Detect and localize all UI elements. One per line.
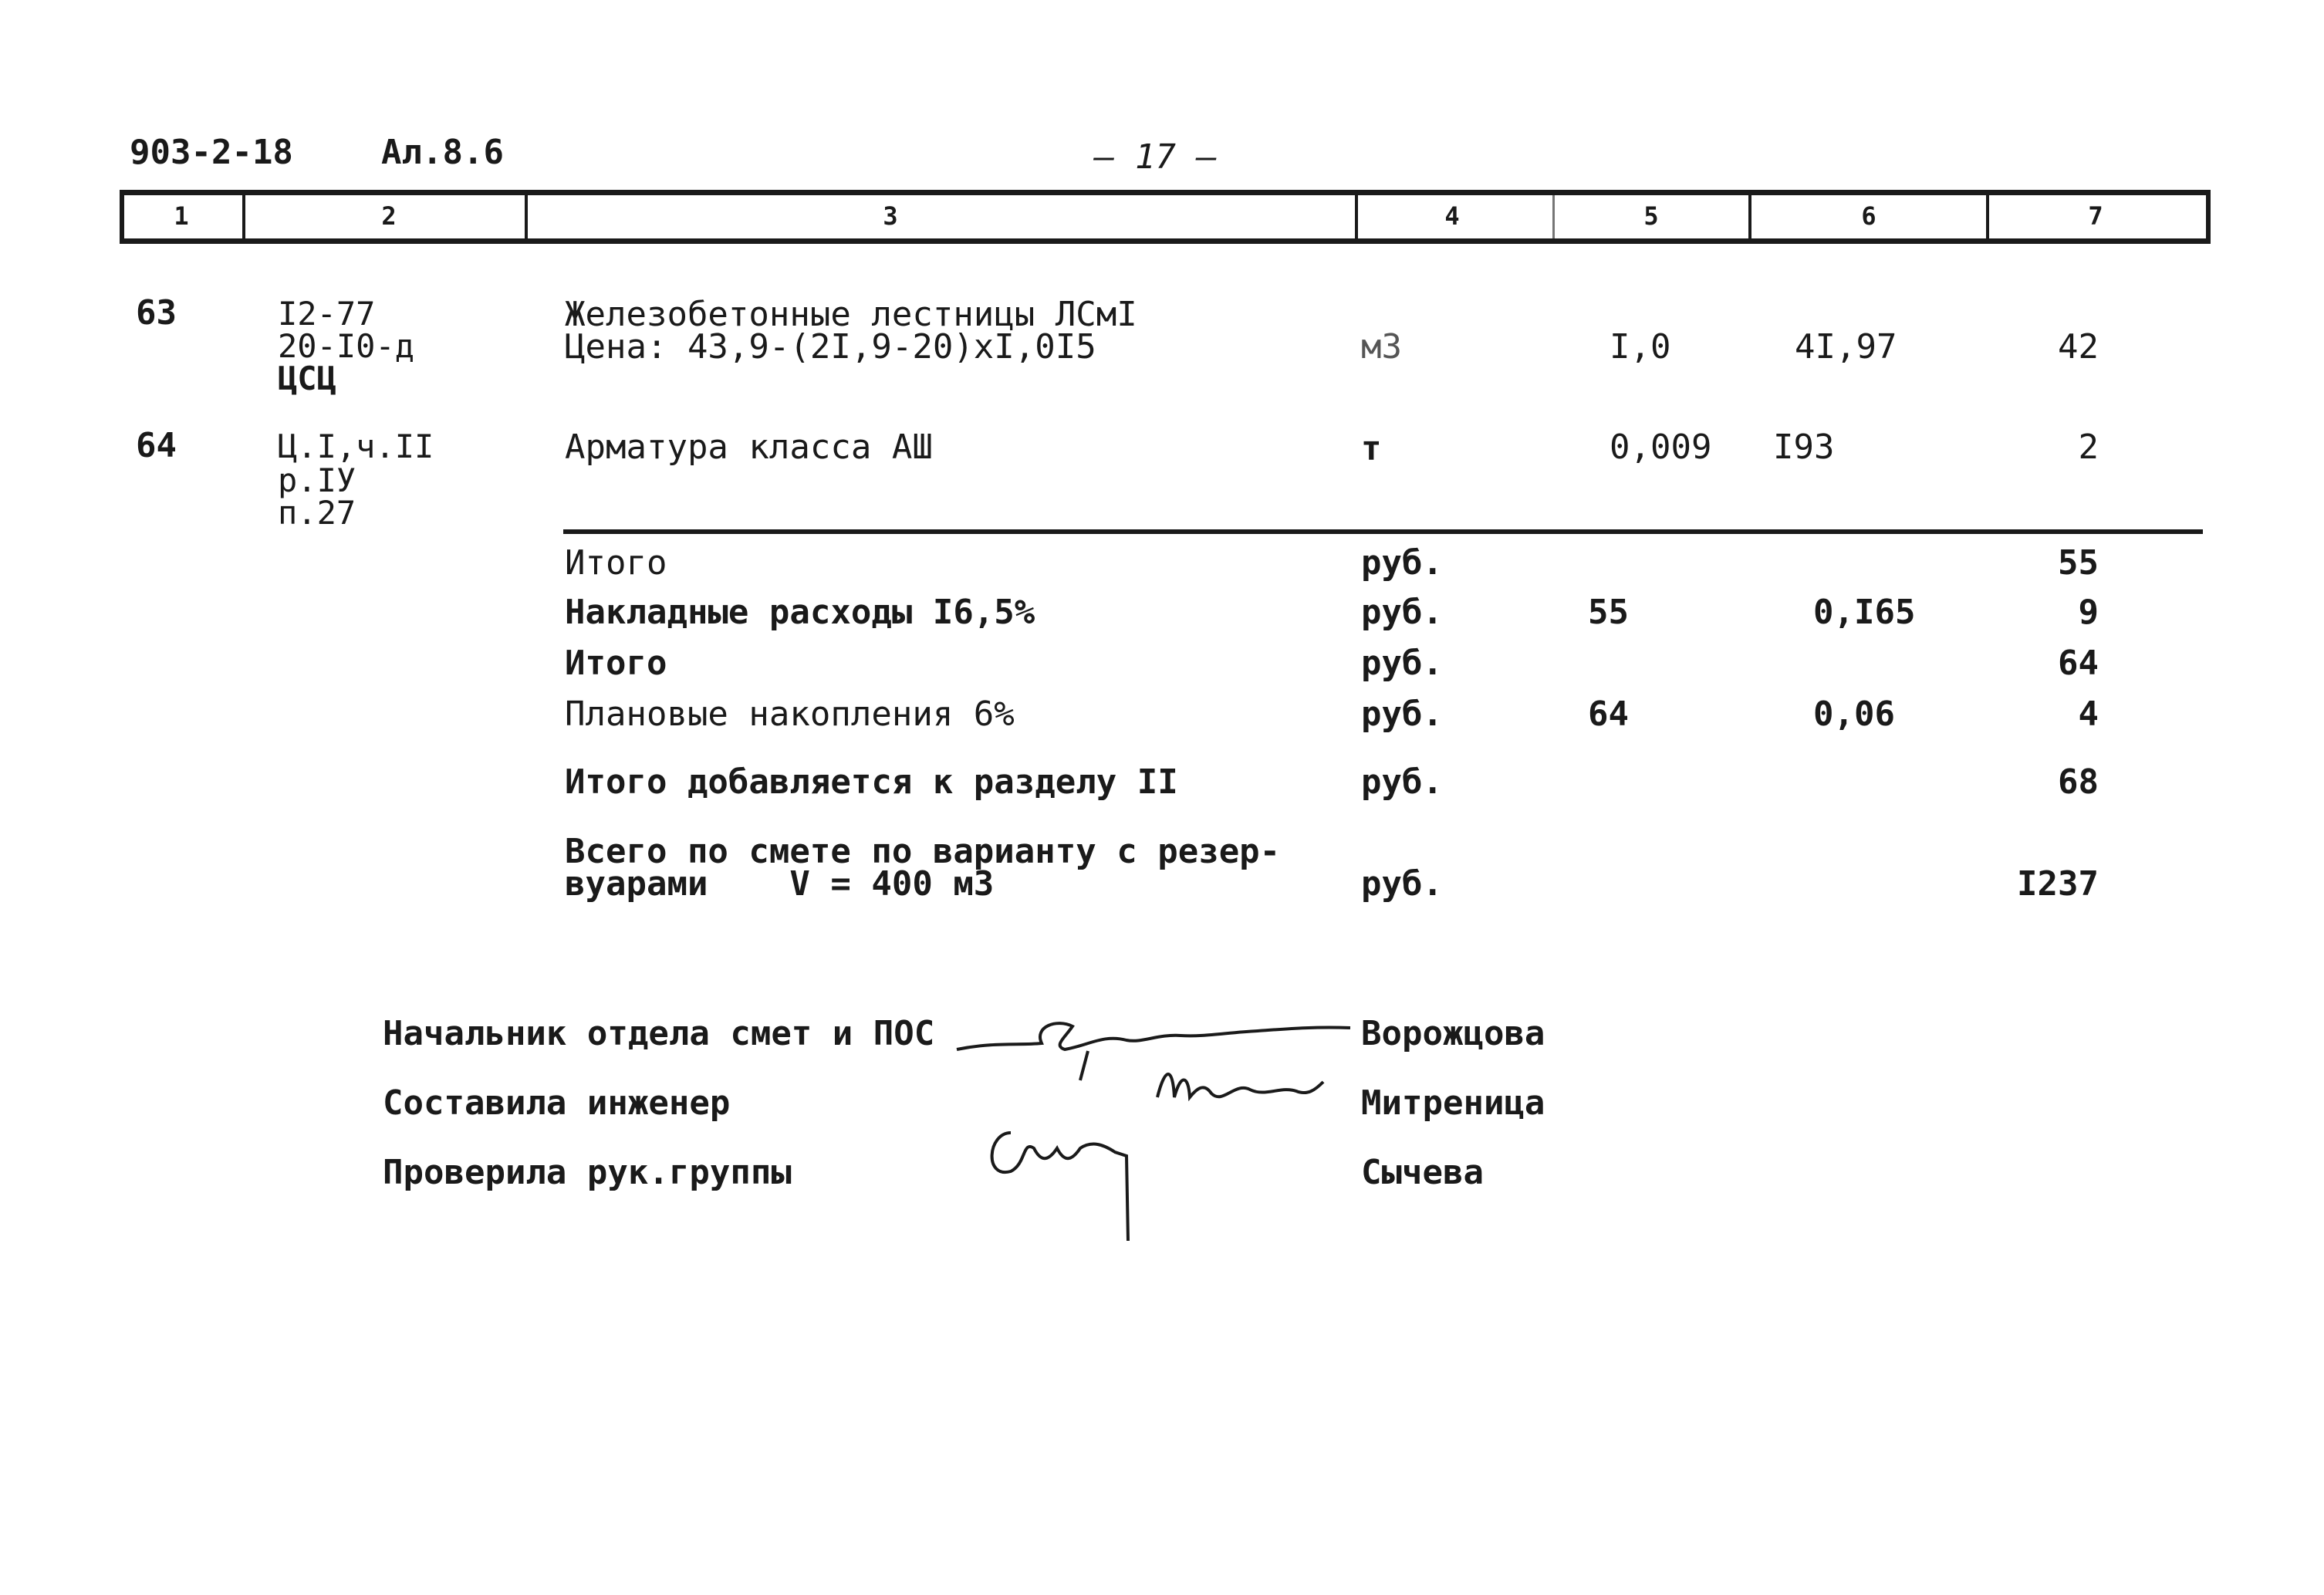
column-number: 6	[1861, 201, 1876, 231]
rate-code-line: ЦСЦ	[278, 360, 336, 397]
signature-name: Ворожцова	[1361, 1014, 1545, 1053]
column-divider	[242, 190, 245, 244]
item-quantity: I,0	[1610, 327, 1671, 367]
column-number: 5	[1643, 201, 1659, 231]
summary-unit: руб.	[1361, 593, 1443, 632]
column-number: 7	[2088, 201, 2103, 231]
grand-total-unit: руб.	[1361, 864, 1443, 904]
summary-unit: руб.	[1361, 762, 1443, 802]
summary-label: Итого добавляется к разделу II	[565, 762, 1178, 802]
column-number: 2	[381, 201, 397, 231]
rate-code-line: р.IУ	[278, 461, 356, 499]
item-unit: т	[1361, 429, 1382, 468]
column-divider	[1986, 190, 1989, 244]
rate-code-line: 20-I0-д	[278, 327, 415, 365]
row-number: 64	[136, 426, 177, 465]
item-unit-price: I93	[1773, 427, 1835, 467]
summary-total: 68	[2058, 762, 2099, 802]
signature-name: Митреница	[1361, 1083, 1545, 1123]
row-number: 63	[136, 293, 177, 333]
rate-code-line: п.27	[278, 494, 356, 532]
signature-role: Составила инженер	[383, 1083, 731, 1123]
total-divider-line	[563, 529, 2203, 534]
item-total: 42	[2058, 327, 2099, 367]
handwritten-signature	[1150, 1059, 1335, 1120]
summary-label: Итого	[565, 543, 667, 583]
signature-name: Сычева	[1361, 1153, 1484, 1192]
signature-role: Проверила рук.группы	[383, 1153, 792, 1192]
rate-code-line: I2-77	[278, 295, 376, 333]
item-description: Цена: 43,9-(2I,9-20)xI,0I5	[565, 327, 1096, 367]
summary-total: 55	[2058, 543, 2099, 583]
summary-total: 64	[2058, 644, 2099, 683]
item-description: Железобетонные лестницы ЛСмI	[565, 295, 1137, 334]
signature-role: Начальник отдела смет и ПОС	[383, 1014, 935, 1053]
summary-unit: руб.	[1361, 543, 1443, 583]
summary-unit: руб.	[1361, 644, 1443, 683]
item-description: Арматура класса АШ	[565, 427, 933, 467]
column-number: 4	[1444, 201, 1460, 231]
summary-label: Плановые накопления 6%	[565, 694, 1015, 734]
grand-total-label: вуарами V = 400 м3	[565, 864, 995, 904]
page-number: — 17 —	[1094, 137, 1217, 177]
summary-label: Итого	[565, 644, 667, 683]
item-quantity: 0,009	[1610, 427, 1712, 467]
column-divider	[525, 190, 528, 244]
grand-total-label: Всего по смете по варианту с резер-	[565, 832, 1281, 871]
summary-unit: руб.	[1361, 694, 1443, 734]
item-total: 2	[2078, 427, 2099, 467]
column-divider	[1552, 190, 1555, 244]
summary-rate: 0,06	[1813, 694, 1895, 734]
column-number: 1	[174, 201, 189, 231]
item-unit-price: 4I,97	[1795, 327, 1897, 367]
column-divider	[1748, 190, 1751, 244]
album-number: Ал.8.6	[381, 133, 504, 172]
document-code: 903-2-18	[130, 133, 293, 172]
summary-total: 4	[2078, 694, 2099, 734]
rate-code-line: Ц.I,ч.II	[278, 427, 434, 465]
summary-base: 64	[1588, 694, 1629, 734]
summary-rate: 0,I65	[1813, 593, 1916, 632]
grand-total-value: I237	[2017, 864, 2099, 904]
handwritten-signature	[980, 1117, 1150, 1249]
summary-base: 55	[1588, 593, 1629, 632]
item-unit: м3	[1361, 327, 1402, 367]
summary-label: Накладные расходы I6,5%	[565, 593, 1035, 632]
column-divider	[1355, 190, 1358, 244]
summary-total: 9	[2078, 593, 2099, 632]
column-header-bar	[120, 190, 2211, 244]
column-number: 3	[883, 201, 898, 231]
